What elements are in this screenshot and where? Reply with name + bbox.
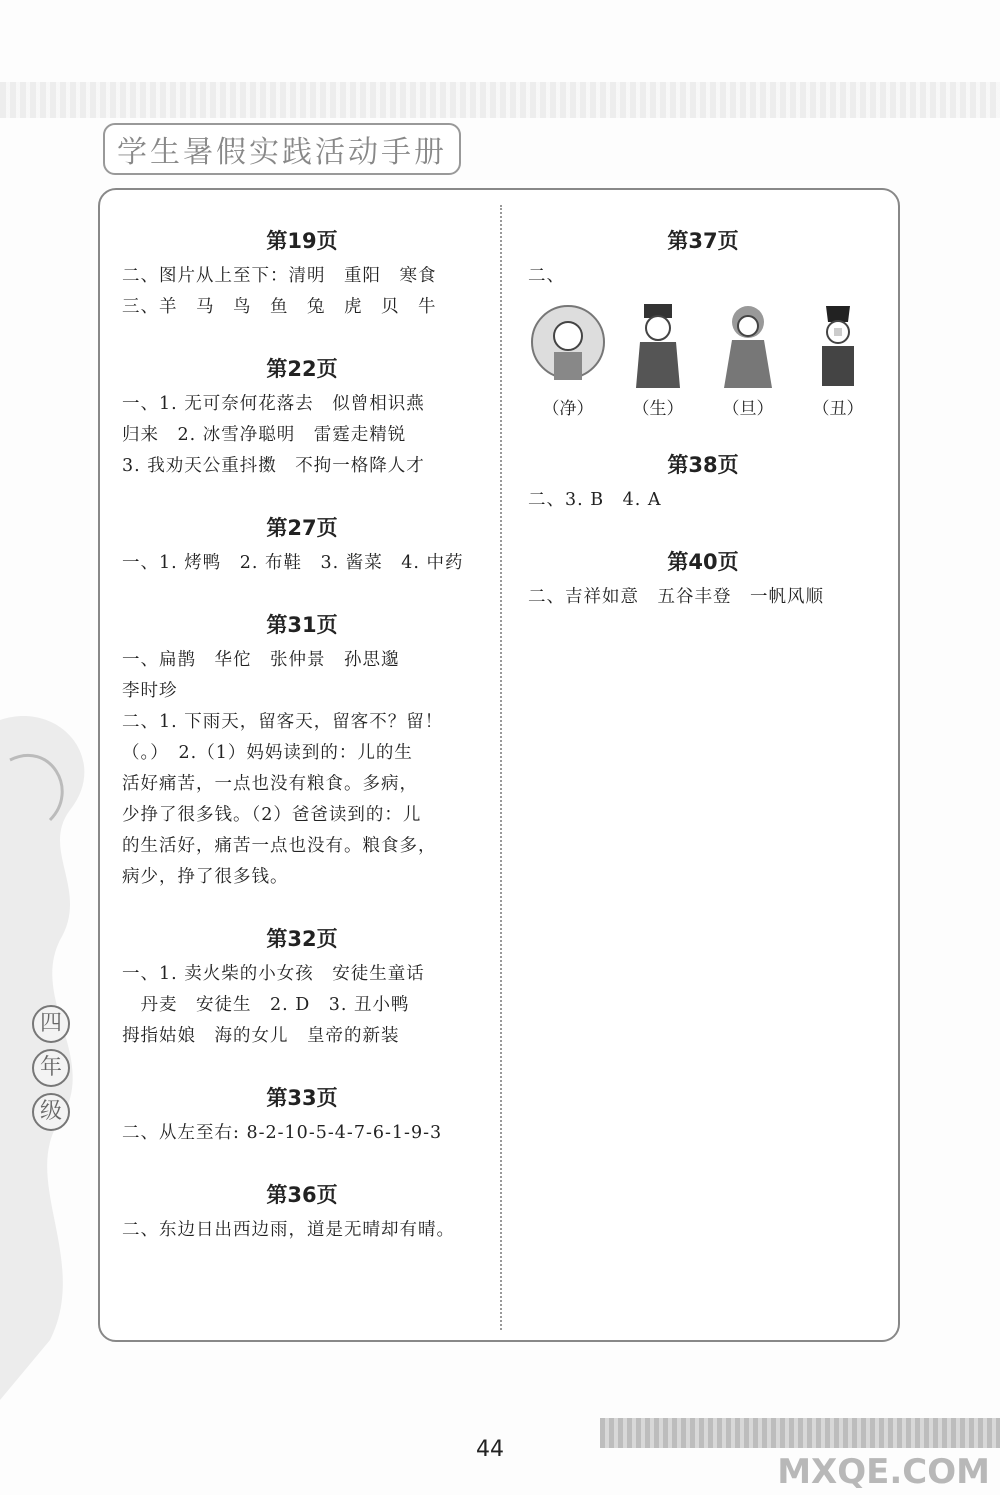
grade-char: 级 (32, 1093, 70, 1131)
page-number: 44 (476, 1437, 504, 1462)
answer-line: 一、1. 烤鸭 2. 布鞋 3. 酱菜 4. 中药 (122, 553, 464, 573)
answer-line: （。） 2.（1）妈妈读到的：儿的生 (122, 743, 413, 763)
footer-decoration (600, 1418, 1000, 1448)
answer-line: 的生活好，痛苦一点也没有。粮食多， (122, 836, 437, 856)
figure-caption: （净） (542, 399, 594, 419)
header-decoration (0, 82, 1000, 118)
section-heading: 第37页 (667, 229, 739, 253)
chou-figure-icon (808, 300, 868, 390)
answer-line: 活好痛苦，一点也没有粮食。多病， (122, 774, 418, 794)
section-heading: 第38页 (667, 453, 739, 477)
answer-line: 病少，挣了很多钱。 (122, 867, 289, 887)
answer-line: 少挣了很多钱。（2）爸爸读到的：儿 (122, 805, 422, 825)
section-page-27 (122, 512, 482, 579)
opera-figure (798, 300, 878, 419)
figure-caption: （旦） (722, 399, 774, 419)
answer-line: 二、图片从上至下：清明 重阳 寒食 (122, 266, 437, 286)
answer-line: 拇指姑娘 海的女儿 皇帝的新装 (122, 1026, 400, 1046)
watermark: MXQE.COM (777, 1452, 990, 1492)
answer-line: 归来 2. 冰雪净聪明 雷霆走精锐 (122, 425, 407, 445)
book-title: 学生暑假实践活动手册 (103, 123, 461, 175)
sheng-figure-icon (628, 300, 688, 390)
section-heading: 第31页 (266, 613, 338, 637)
dan-figure-icon (718, 300, 778, 390)
answer-line: 三、羊 马 鸟 鱼 兔 虎 贝 牛 (122, 297, 437, 317)
grade-char: 年 (32, 1049, 70, 1087)
grade-char: 四 (32, 1005, 70, 1043)
answer-line: 李时珍 (122, 681, 178, 701)
section-heading: 第36页 (266, 1183, 338, 1207)
section-page-38 (528, 449, 878, 516)
section-heading: 第22页 (266, 357, 338, 381)
answer-line: 二、1. 下雨天，留客天，留客不？留！ (122, 712, 444, 732)
section-heading: 第19页 (266, 229, 338, 253)
opera-figure (528, 300, 608, 419)
answer-line: 二、 (528, 266, 565, 286)
opera-figure (618, 300, 698, 419)
opera-figure (708, 300, 788, 419)
section-page-32 (122, 923, 482, 1052)
section-page-36 (122, 1179, 482, 1246)
section-heading: 第40页 (667, 550, 739, 574)
section-page-31 (122, 609, 482, 893)
section-page-40 (528, 546, 878, 613)
answer-line: 一、1. 无可奈何花落去 似曾相识燕 (122, 394, 425, 414)
answer-line: 二、从左至右: 8-2-10-5-4-7-6-1-9-3 (122, 1123, 443, 1143)
section-heading: 第32页 (266, 927, 338, 951)
figure-caption: （丑） (812, 399, 864, 419)
answer-line: 一、1. 卖火柴的小女孩 安徒生童话 (122, 964, 425, 984)
answer-line: 二、3. B 4. A (528, 490, 662, 510)
figure-caption: （生） (632, 399, 684, 419)
answer-line: 丹麦 安徒生 2. D 3. 丑小鸭 (122, 995, 410, 1015)
left-column (122, 225, 482, 1276)
section-page-33 (122, 1082, 482, 1149)
column-divider (500, 205, 502, 1330)
right-column (528, 225, 878, 643)
section-page-19 (122, 225, 482, 323)
answer-line: 二、吉祥如意 五谷丰登 一帆风顺 (528, 587, 824, 607)
section-heading: 第33页 (266, 1086, 338, 1110)
section-page-22 (122, 353, 482, 482)
grade-label (32, 1005, 72, 1137)
section-page-37 (528, 225, 878, 419)
jing-figure-icon (529, 300, 607, 390)
section-heading: 第27页 (266, 516, 338, 540)
answer-line: 一、扁鹊 华佗 张仲景 孙思邈 (122, 650, 400, 670)
opera-figures (528, 300, 878, 419)
answer-line: 二、东边日出西边雨，道是无晴却有晴。 (122, 1220, 455, 1240)
answer-line: 3. 我劝天公重抖擞 不拘一格降人才 (122, 456, 425, 476)
